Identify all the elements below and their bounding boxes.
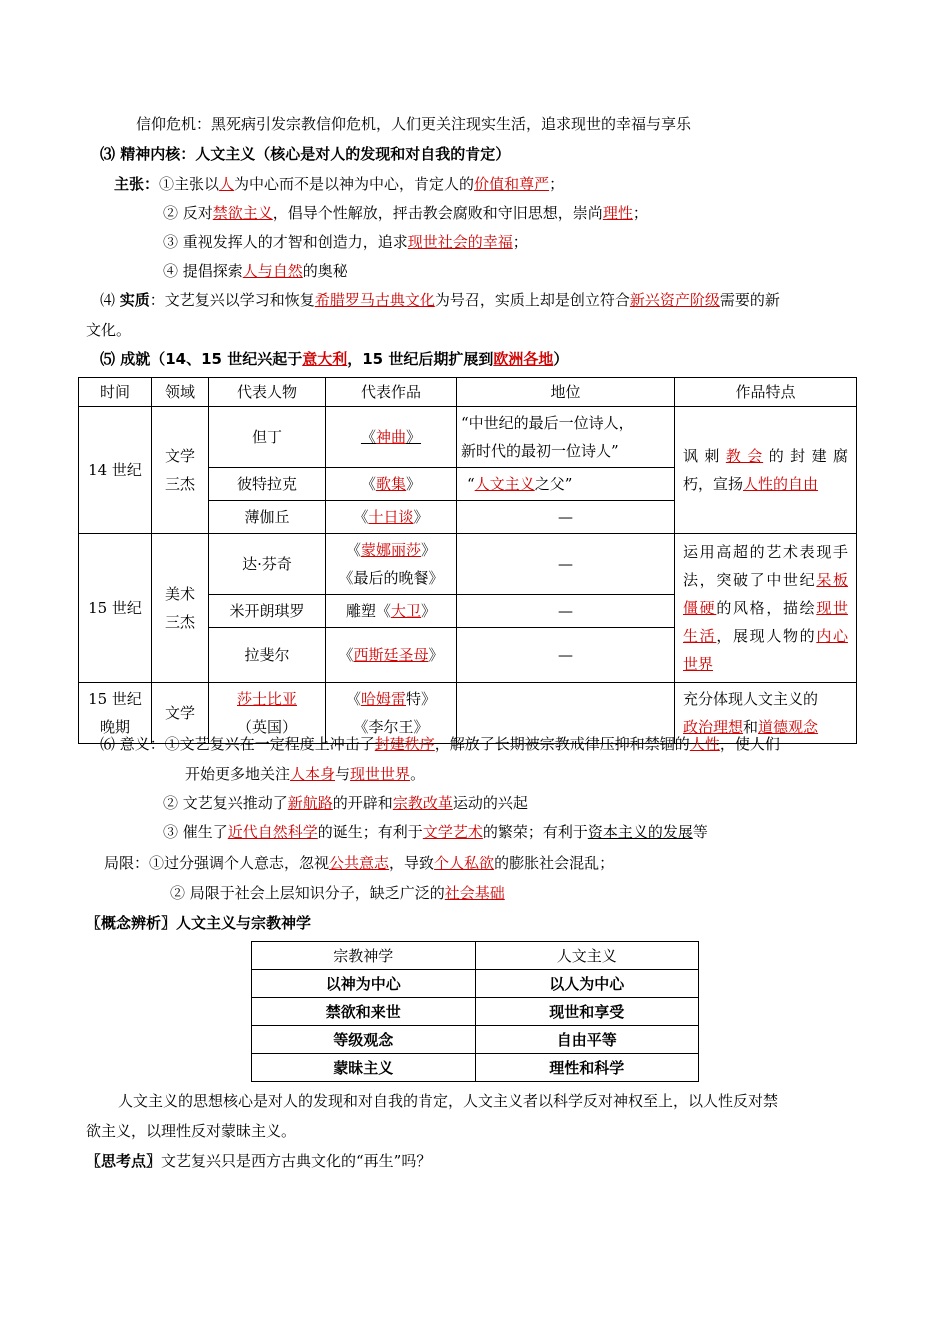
text: ④ 提倡探索	[163, 262, 243, 280]
text: 运用高超的艺术表现手法，突破了中世纪	[683, 543, 848, 589]
cell-15c: 15 世纪	[79, 534, 152, 683]
answer: 歌集	[375, 475, 406, 493]
comparison-header-row	[252, 942, 699, 970]
text: 的膨胀社会混乱；	[494, 854, 615, 872]
header-humanism: 人文主义	[475, 942, 699, 970]
text: ，使人们	[719, 735, 780, 753]
text: 《	[360, 428, 376, 446]
text: 。	[410, 765, 426, 783]
text: 之父”	[534, 475, 573, 493]
summary-line-1: 人文主义的思想核心是对人的发现和对自我的肯定，人文主义者以科学反对神权至上，以人性反对禁	[118, 1092, 779, 1110]
header-work: 代表作品	[326, 378, 457, 407]
achievement-table	[78, 377, 857, 744]
header-person: 代表人物	[209, 378, 326, 407]
think-label: 〖思考点〗	[86, 1152, 162, 1170]
text: ③ 催生了	[163, 823, 228, 841]
answer: 教 会	[725, 447, 764, 465]
cell-michelangelo: 米开朗琪罗	[209, 595, 326, 628]
text: 的开辟和	[332, 794, 393, 812]
text: 美术	[164, 585, 195, 603]
cell: 以人为中心	[475, 970, 699, 998]
answer: 宗教改革	[392, 794, 453, 812]
cell: 自由平等	[475, 1026, 699, 1054]
text: 与	[335, 765, 351, 783]
text: ；	[549, 175, 565, 193]
header-status: 地位	[457, 378, 675, 407]
cell-canzoniere	[326, 468, 457, 501]
text: 《	[345, 690, 361, 708]
answer: 人	[219, 175, 235, 193]
text: ，展现人物的	[716, 627, 817, 645]
cell-raphael: 拉斐尔	[209, 628, 326, 683]
limitation-line-1	[104, 853, 614, 873]
cell: 蒙昧主义	[252, 1054, 476, 1082]
answer: 内心世界	[683, 627, 848, 673]
cell-divine-comedy	[326, 407, 457, 468]
header-feature: 作品特点	[675, 378, 857, 407]
cell-davinci-works	[326, 534, 457, 595]
think-point	[86, 1151, 431, 1171]
cell: 以神为中心	[252, 970, 476, 998]
cell-petrarch-status	[457, 468, 675, 501]
answer: 理性	[602, 204, 633, 222]
faith-crisis-line: 信仰危机：黑死病引发宗教信仰危机，人们更关注现实生活，追求现世的幸福与享乐	[136, 115, 692, 133]
cell-raphael-status: —	[457, 628, 675, 683]
concept-heading: 〖概念辨析〗人文主义与宗教神学	[86, 914, 312, 932]
table-row	[252, 970, 699, 998]
significance-line-3	[163, 822, 708, 842]
table-header-row	[79, 378, 857, 407]
answer: 公共意志	[329, 854, 390, 872]
text: 的奥秘	[302, 262, 348, 280]
text: 《最后的晚餐》	[338, 569, 444, 587]
text: 等	[692, 823, 708, 841]
text: 三杰	[164, 613, 195, 631]
text: 资本主义的发展	[587, 823, 693, 841]
answer: 西斯廷圣母	[353, 646, 429, 664]
text: 》	[421, 602, 437, 620]
answer: 现世社会的幸福	[407, 233, 513, 251]
answer: 呆板僵硬	[683, 571, 848, 617]
significance-line-1b	[185, 764, 425, 784]
text: 》	[428, 646, 444, 664]
text: ；	[512, 233, 528, 251]
text: ，解放了长期被宗教戒律压抑和禁锢的	[434, 735, 690, 753]
text: 文学	[164, 447, 195, 465]
answer: 政治理想	[683, 718, 744, 736]
answer: 欧洲各地	[493, 350, 554, 368]
significance-line-2	[163, 793, 528, 813]
claim-line-3	[163, 232, 528, 252]
text: ，导致	[389, 854, 435, 872]
answer: 意大利	[302, 350, 348, 368]
text: 需要的新	[719, 291, 780, 309]
text: 新时代的最初一位诗人”	[461, 442, 619, 460]
cell-boccaccio-status: —	[457, 501, 675, 534]
answer: 文学艺术	[422, 823, 483, 841]
text: 的风格，描绘	[716, 599, 817, 617]
text: 为中心而不是以神为中心，肯定人的	[234, 175, 475, 193]
essence-label: 实质	[119, 291, 150, 309]
table-row	[252, 998, 699, 1026]
text: 文艺复兴只是西方古典文化的“再生”吗？	[161, 1152, 432, 1170]
answer: 蒙娜丽莎	[360, 541, 421, 559]
cell: 理性和科学	[475, 1054, 699, 1082]
text: ⑸ 成就（14、15 世纪兴起于	[100, 350, 303, 368]
answer: 新兴资产阶级	[629, 291, 720, 309]
header-theology: 宗教神学	[252, 942, 476, 970]
text: 开始更多地关注	[185, 765, 291, 783]
text: ② 反对	[163, 204, 213, 222]
table-row	[79, 534, 857, 595]
answer: 个人私欲	[434, 854, 495, 872]
text: 《	[338, 646, 354, 664]
cell-dante: 但丁	[209, 407, 326, 468]
cell-davinci: 达·芬奇	[209, 534, 326, 595]
text: 特》	[406, 690, 437, 708]
answer: 近代自然科学	[227, 823, 318, 841]
text: ：文艺复兴以学习和恢复	[149, 291, 315, 309]
text: 的诞生；有利于	[317, 823, 423, 841]
cell-field-15	[152, 534, 209, 683]
answer: 哈姆雷	[360, 690, 406, 708]
text: 晚期	[99, 718, 130, 736]
answer: 现世世界	[350, 765, 411, 783]
header-time: 时间	[79, 378, 152, 407]
cell-michelangelo-status: —	[457, 595, 675, 628]
claim-label: 主张：	[114, 175, 160, 193]
text: ，倡导个性解放，抨击教会腐败和守旧思想，崇尚	[272, 204, 603, 222]
claim-line-2	[163, 203, 648, 223]
text: ③ 重视发挥人的才智和创造力，追求	[163, 233, 408, 251]
claim-line-1	[114, 174, 564, 194]
table-row	[252, 1026, 699, 1054]
answer: 禁欲主义	[212, 204, 273, 222]
text: ② 局限于社会上层知识分子，缺乏广泛的	[170, 884, 445, 902]
text: ② 文艺复兴推动了	[163, 794, 288, 812]
text: 为号召，实质上却是创立符合	[434, 291, 630, 309]
answer: 大卫	[390, 602, 421, 620]
text: 充分体现人文主义的	[683, 690, 819, 708]
text: 《	[360, 475, 376, 493]
text: ⑹ 意义：①文艺复兴在一定程度上冲击了	[100, 735, 375, 753]
answer: 道德观念	[758, 718, 819, 736]
cell: 等级观念	[252, 1026, 476, 1054]
text: 》	[413, 508, 429, 526]
cell-decameron	[326, 501, 457, 534]
text: 》	[406, 475, 422, 493]
text: 《	[353, 508, 369, 526]
spirit-core-heading: ⑶ 精神内核：人文主义（核心是对人的发现和对自我的肯定）	[100, 145, 511, 163]
answer: 价值和尊严	[474, 175, 550, 193]
cell-david	[326, 595, 457, 628]
text: 三杰	[164, 475, 195, 493]
answer: 人与自然	[242, 262, 303, 280]
answer: 神曲	[375, 428, 406, 446]
cell-field-15-late: 文学	[152, 683, 209, 744]
text: 的繁荣；有利于	[482, 823, 588, 841]
achievement-heading	[100, 349, 568, 369]
text: ）	[553, 350, 569, 368]
text: 和	[743, 718, 759, 736]
answer: 社会基础	[444, 884, 505, 902]
cell-petrarch: 彼特拉克	[209, 468, 326, 501]
text: 运动的兴起	[452, 794, 528, 812]
answer: 十日谈	[368, 508, 414, 526]
text: ；	[632, 204, 648, 222]
answer: 人文主义	[474, 475, 535, 493]
limitation-line-2	[170, 883, 505, 903]
cell-boccaccio: 薄伽丘	[209, 501, 326, 534]
text: ，15 世纪后期扩展到	[347, 350, 494, 368]
cell: 禁欲和来世	[252, 998, 476, 1026]
cell-14c: 14 世纪	[79, 407, 152, 534]
cell-davinci-status: —	[457, 534, 675, 595]
answer: 希腊罗马古典文化	[314, 291, 435, 309]
text: “中世纪的最后一位诗人，	[461, 414, 634, 432]
text: 局限：①过分强调个人意志，忽视	[104, 854, 330, 872]
table-row	[252, 1054, 699, 1082]
answer: 人性	[689, 735, 720, 753]
answer: 莎士比亚	[236, 690, 297, 708]
cell-field-14	[152, 407, 209, 534]
header-field: 领域	[152, 378, 209, 407]
cell-dante-status	[457, 407, 675, 468]
answer: 人本身	[290, 765, 336, 783]
essence-line	[100, 290, 780, 310]
text: 《	[345, 541, 361, 559]
text: ①主张以	[159, 175, 220, 193]
text: 雕塑《	[345, 602, 391, 620]
answer: 现世生活	[683, 599, 848, 645]
significance-line-1	[100, 734, 780, 754]
text: 》	[406, 428, 422, 446]
text: 15 世纪	[88, 690, 142, 708]
text: 的 封 建 腐 朽，宣扬	[683, 447, 848, 493]
claim-line-4	[163, 261, 348, 281]
text: 讽 刺	[683, 447, 726, 465]
text: ⑷	[100, 291, 120, 309]
text: 》	[421, 541, 437, 559]
comparison-table	[251, 941, 699, 1082]
cell-feature-14	[675, 407, 857, 534]
answer: 新航路	[287, 794, 333, 812]
essence-line-2: 文化。	[86, 321, 132, 339]
cell: 现世和享受	[475, 998, 699, 1026]
answer: 封建秩序	[374, 735, 435, 753]
cell-sistine-madonna	[326, 628, 457, 683]
text: （英国）	[236, 718, 297, 736]
table-row	[79, 407, 857, 468]
answer: 人性的自由	[743, 475, 819, 493]
text: 《李尔王》	[353, 718, 429, 736]
cell-feature-15	[675, 534, 857, 683]
text: “	[467, 475, 475, 493]
summary-line-2: 欲主义，以理性反对蒙昧主义。	[86, 1122, 297, 1140]
